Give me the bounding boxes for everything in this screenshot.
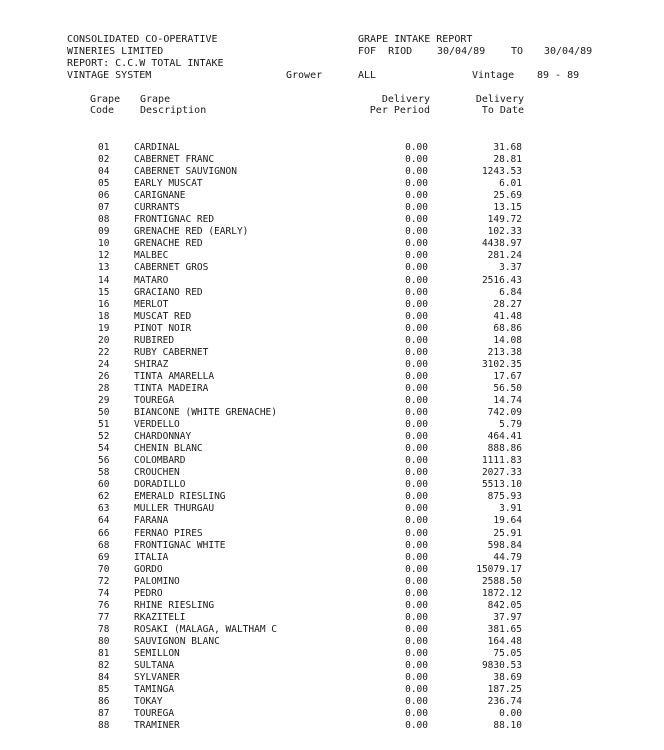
grape-code: 60 [98, 479, 110, 491]
delivery-per-period: 0.00 [405, 334, 428, 346]
grape-description: TAMINGA [134, 684, 175, 696]
table-row [0, 467, 664, 479]
table-row [0, 660, 664, 672]
grape-code: 07 [98, 202, 110, 214]
col-header-code-2: Code [90, 105, 115, 116]
grape-code: 82 [98, 660, 110, 672]
grape-code: 58 [98, 467, 110, 479]
grape-code: 12 [98, 250, 110, 262]
delivery-per-period: 0.00 [405, 684, 428, 696]
system-name: VINTAGE SYSTEM [67, 70, 152, 81]
grape-code: 29 [98, 394, 110, 406]
grape-description: TOUREGA [134, 394, 175, 406]
table-row [0, 528, 664, 540]
grape-description: RUBY CABERNET [134, 346, 209, 358]
col-header-desc-1: Grape [140, 94, 171, 105]
grape-description: GRENACHE RED (EARLY) [134, 226, 249, 238]
table-row [0, 708, 664, 720]
grape-description: SEMILLON [134, 647, 180, 659]
delivery-per-period: 0.00 [405, 647, 428, 659]
delivery-per-period: 0.00 [405, 623, 428, 635]
grape-code: 52 [98, 431, 110, 443]
delivery-per-period: 0.00 [405, 394, 428, 406]
col-header-desc-2: Description [140, 105, 207, 116]
table-row [0, 287, 664, 299]
grape-code: 81 [98, 647, 110, 659]
grape-code: 74 [98, 587, 110, 599]
delivery-per-period: 0.00 [405, 274, 428, 286]
delivery-to-date: 3102.35 [481, 358, 522, 370]
grape-description: MUSCAT RED [134, 310, 192, 322]
table-row [0, 552, 664, 564]
table-row [0, 612, 664, 624]
grape-description: FERNAO PIRES [134, 527, 203, 539]
grower-label: Grower [286, 70, 323, 81]
grape-description: FRONTIGNAC RED [134, 214, 215, 226]
grape-code: 72 [98, 575, 110, 587]
grape-code: 02 [98, 154, 110, 166]
delivery-to-date: 281.24 [487, 250, 522, 262]
delivery-per-period: 0.00 [405, 298, 428, 310]
delivery-per-period: 0.00 [405, 358, 428, 370]
delivery-to-date: 15079.17 [476, 563, 522, 575]
grape-description: GORDO [134, 563, 163, 575]
delivery-to-date: 56.50 [493, 382, 522, 394]
delivery-to-date: 28.81 [493, 154, 522, 166]
delivery-to-date: 888.86 [487, 443, 522, 455]
company-name-line1: CONSOLIDATED CO-OPERATIVE [67, 34, 218, 45]
grape-description: SHIRAZ [134, 358, 169, 370]
table-row [0, 624, 664, 636]
grape-description: CHARDONNAY [134, 431, 192, 443]
table-row [0, 491, 664, 503]
grape-description: CHENIN BLANC [134, 443, 203, 455]
grape-code: 20 [98, 334, 110, 346]
delivery-to-date: 37.97 [493, 611, 522, 623]
grape-code: 87 [98, 708, 110, 720]
grape-code: 68 [98, 539, 110, 551]
grape-description: MATARO [134, 274, 169, 286]
grape-description: MULLER THURGAU [134, 503, 215, 515]
grape-description: TOKAY [134, 696, 163, 708]
table-row [0, 275, 664, 287]
grape-description: MERLOT [134, 298, 169, 310]
grape-code: 28 [98, 382, 110, 394]
vintage-value: 89 - 89 [537, 70, 580, 81]
grape-code: 64 [98, 515, 110, 527]
table-row [0, 311, 664, 323]
col-header-todate-2: To Date [481, 105, 524, 116]
table-row [0, 503, 664, 515]
grape-description: PALOMINO [134, 575, 180, 587]
delivery-to-date: 1111.83 [481, 455, 522, 467]
delivery-per-period: 0.00 [405, 720, 428, 732]
grape-code: 76 [98, 599, 110, 611]
delivery-per-period: 0.00 [405, 202, 428, 214]
delivery-per-period: 0.00 [405, 479, 428, 491]
delivery-to-date: 9830.53 [481, 660, 522, 672]
grape-description: CROUCHEN [134, 467, 180, 479]
delivery-to-date: 1243.53 [481, 166, 522, 178]
period-to: 30/04/89 [544, 46, 593, 57]
grape-description: ITALIA [134, 551, 169, 563]
grape-code: 54 [98, 443, 110, 455]
delivery-per-period: 0.00 [405, 226, 428, 238]
delivery-per-period: 0.00 [405, 431, 428, 443]
col-header-todate-1: Delivery [475, 94, 524, 105]
delivery-to-date: 19.64 [493, 515, 522, 527]
grape-code: 80 [98, 635, 110, 647]
delivery-to-date: 213.38 [487, 346, 522, 358]
grape-code: 18 [98, 310, 110, 322]
delivery-to-date: 0.00 [499, 708, 522, 720]
delivery-to-date: 464.41 [487, 431, 522, 443]
delivery-to-date: 44.79 [493, 551, 522, 563]
grape-code: 51 [98, 419, 110, 431]
delivery-to-date: 5513.10 [481, 479, 522, 491]
grape-code: 19 [98, 322, 110, 334]
delivery-to-date: 4438.97 [481, 238, 522, 250]
delivery-per-period: 0.00 [405, 551, 428, 563]
delivery-per-period: 0.00 [405, 238, 428, 250]
grape-description: EMERALD RIESLING [134, 491, 226, 503]
delivery-per-period: 0.00 [405, 382, 428, 394]
grape-code: 15 [98, 286, 110, 298]
grape-description: DORADILLO [134, 479, 186, 491]
grape-description: ROSAKI (MALAGA, WALTHAM C [134, 623, 277, 635]
grape-code: 26 [98, 370, 110, 382]
delivery-per-period: 0.00 [405, 443, 428, 455]
grape-code: 62 [98, 491, 110, 503]
delivery-per-period: 0.00 [405, 142, 428, 153]
table-row [0, 238, 664, 250]
delivery-to-date: 68.86 [493, 322, 522, 334]
grape-description: RKAZITELI [134, 611, 186, 623]
delivery-to-date: 2516.43 [481, 274, 522, 286]
delivery-to-date: 842.05 [487, 599, 522, 611]
grape-code: 69 [98, 551, 110, 563]
grape-description: PINOT NOIR [134, 322, 192, 334]
delivery-to-date: 31.68 [493, 142, 522, 153]
vintage-label: Vintage [472, 70, 515, 81]
grape-code: 16 [98, 298, 110, 310]
delivery-to-date: 14.08 [493, 334, 522, 346]
delivery-per-period: 0.00 [405, 262, 428, 274]
delivery-to-date: 187.25 [487, 684, 522, 696]
table-row [0, 166, 664, 178]
grape-description: CABERNET SAUVIGNON [134, 166, 237, 178]
delivery-to-date: 6.01 [499, 178, 522, 190]
table-row [0, 455, 664, 467]
delivery-to-date: 14.74 [493, 394, 522, 406]
table-row [0, 262, 664, 274]
grape-code: 85 [98, 684, 110, 696]
delivery-per-period: 0.00 [405, 503, 428, 515]
delivery-to-date: 6.84 [499, 286, 522, 298]
table-row [0, 383, 664, 395]
table-row [0, 323, 664, 335]
grower-value: ALL [358, 70, 377, 81]
delivery-per-period: 0.00 [405, 587, 428, 599]
delivery-to-date: 875.93 [487, 491, 522, 503]
delivery-to-date: 236.74 [487, 696, 522, 708]
table-row [0, 347, 664, 359]
delivery-to-date: 598.84 [487, 539, 522, 551]
table-row [0, 636, 664, 648]
table-row [0, 576, 664, 588]
table-row [0, 479, 664, 491]
table-row [0, 190, 664, 202]
grape-description: PEDRO [134, 587, 163, 599]
delivery-per-period: 0.00 [405, 491, 428, 503]
report-title: GRAPE INTAKE REPORT [358, 34, 473, 45]
delivery-per-period: 0.00 [405, 286, 428, 298]
delivery-to-date: 88.10 [493, 720, 522, 732]
delivery-to-date: 149.72 [487, 214, 522, 226]
table-row [0, 600, 664, 612]
grape-code: 63 [98, 503, 110, 515]
delivery-per-period: 0.00 [405, 370, 428, 382]
grape-code: 22 [98, 346, 110, 358]
grape-description: COLOMBARD [134, 455, 186, 467]
company-name-line2: WINERIES LIMITED [67, 46, 164, 57]
grape-code: 05 [98, 178, 110, 190]
delivery-per-period: 0.00 [405, 310, 428, 322]
table-row [0, 226, 664, 238]
grape-code: 70 [98, 563, 110, 575]
grape-description: GRACIANO RED [134, 286, 203, 298]
grape-description: CABERNET FRANC [134, 154, 215, 166]
delivery-per-period: 0.00 [405, 154, 428, 166]
delivery-per-period: 0.00 [405, 250, 428, 262]
table-row [0, 250, 664, 262]
delivery-per-period: 0.00 [405, 407, 428, 419]
grape-code: 01 [98, 142, 110, 153]
grape-description: CABERNET GROS [134, 262, 209, 274]
delivery-to-date: 3.91 [499, 503, 522, 515]
grape-code: 14 [98, 274, 110, 286]
intake-table [0, 142, 664, 732]
grape-description: GRENACHE RED [134, 238, 203, 250]
table-row [0, 684, 664, 696]
delivery-to-date: 381.65 [487, 623, 522, 635]
delivery-to-date: 3.37 [499, 262, 522, 274]
delivery-to-date: 41.48 [493, 310, 522, 322]
delivery-to-date: 28.27 [493, 298, 522, 310]
delivery-to-date: 2027.33 [481, 467, 522, 479]
table-row [0, 154, 664, 166]
delivery-per-period: 0.00 [405, 190, 428, 202]
grape-description: VERDELLO [134, 419, 180, 431]
grape-code: 84 [98, 672, 110, 684]
delivery-per-period: 0.00 [405, 515, 428, 527]
delivery-per-period: 0.00 [405, 214, 428, 226]
grape-description: RHINE RIESLING [134, 599, 215, 611]
grape-code: 86 [98, 696, 110, 708]
delivery-per-period: 0.00 [405, 166, 428, 178]
grape-description: CURRANTS [134, 202, 180, 214]
table-row [0, 178, 664, 190]
table-row [0, 648, 664, 660]
delivery-per-period: 0.00 [405, 599, 428, 611]
delivery-to-date: 17.67 [493, 370, 522, 382]
table-row [0, 395, 664, 407]
delivery-per-period: 0.00 [405, 178, 428, 190]
period-from: 30/04/89 [437, 46, 486, 57]
table-row [0, 214, 664, 226]
table-row [0, 672, 664, 684]
grape-code: 77 [98, 611, 110, 623]
delivery-to-date: 25.69 [493, 190, 522, 202]
period-to-label: TO [511, 46, 524, 57]
col-header-period-2: Per Period [369, 105, 430, 116]
delivery-per-period: 0.00 [405, 539, 428, 551]
grape-description: TINTA MADEIRA [134, 382, 209, 394]
delivery-per-period: 0.00 [405, 419, 428, 431]
grape-description: TINTA AMARELLA [134, 370, 215, 382]
table-row [0, 588, 664, 600]
delivery-per-period: 0.00 [405, 346, 428, 358]
delivery-per-period: 0.00 [405, 696, 428, 708]
grape-description: TOUREGA [134, 708, 175, 720]
grape-code: 88 [98, 720, 110, 732]
table-row [0, 564, 664, 576]
grape-description: SYLVANER [134, 672, 180, 684]
table-row [0, 407, 664, 419]
table-row [0, 359, 664, 371]
delivery-per-period: 0.00 [405, 563, 428, 575]
delivery-per-period: 0.00 [405, 708, 428, 720]
grape-code: 06 [98, 190, 110, 202]
grape-description: CARIGNANE [134, 190, 186, 202]
table-row [0, 720, 664, 732]
delivery-per-period: 0.00 [405, 611, 428, 623]
delivery-per-period: 0.00 [405, 672, 428, 684]
grape-code: 24 [98, 358, 110, 370]
grape-description: FRONTIGNAC WHITE [134, 539, 226, 551]
col-header-code-1: Grape [90, 94, 121, 105]
grape-description: BIANCONE (WHITE GRENACHE) [134, 407, 277, 419]
grape-code: 04 [98, 166, 110, 178]
table-row [0, 299, 664, 311]
grape-code: 09 [98, 226, 110, 238]
period-label: FOF RIOD [358, 46, 413, 57]
delivery-to-date: 742.09 [487, 407, 522, 419]
grape-description: TRAMINER [134, 720, 180, 732]
delivery-to-date: 5.79 [499, 419, 522, 431]
delivery-to-date: 2588.50 [481, 575, 522, 587]
grape-code: 50 [98, 407, 110, 419]
delivery-to-date: 102.33 [487, 226, 522, 238]
delivery-to-date: 1872.12 [481, 587, 522, 599]
table-row [0, 515, 664, 527]
grape-code: 56 [98, 455, 110, 467]
table-row [0, 142, 664, 154]
table-row [0, 540, 664, 552]
delivery-per-period: 0.00 [405, 467, 428, 479]
grape-description: FARANA [134, 515, 169, 527]
grape-code: 13 [98, 262, 110, 274]
delivery-to-date: 75.05 [493, 647, 522, 659]
delivery-per-period: 0.00 [405, 527, 428, 539]
delivery-per-period: 0.00 [405, 455, 428, 467]
table-row [0, 202, 664, 214]
table-row [0, 431, 664, 443]
delivery-per-period: 0.00 [405, 322, 428, 334]
grape-description: MALBEC [134, 250, 169, 262]
table-row [0, 335, 664, 347]
table-row [0, 419, 664, 431]
grape-description: SAUVIGNON BLANC [134, 635, 220, 647]
delivery-to-date: 38.69 [493, 672, 522, 684]
grape-description: RUBIRED [134, 334, 175, 346]
grape-description: SULTANA [134, 660, 175, 672]
table-row [0, 443, 664, 455]
delivery-to-date: 13.15 [493, 202, 522, 214]
grape-code: 66 [98, 527, 110, 539]
table-row [0, 696, 664, 708]
delivery-to-date: 25.91 [493, 527, 522, 539]
delivery-per-period: 0.00 [405, 635, 428, 647]
delivery-per-period: 0.00 [405, 575, 428, 587]
grape-code: 10 [98, 238, 110, 250]
report-name: REPORT: C.C.W TOTAL INTAKE [67, 58, 224, 69]
grape-description: EARLY MUSCAT [134, 178, 203, 190]
grape-code: 08 [98, 214, 110, 226]
delivery-per-period: 0.00 [405, 660, 428, 672]
col-header-period-1: Delivery [381, 94, 430, 105]
delivery-to-date: 164.48 [487, 635, 522, 647]
grape-code: 78 [98, 623, 110, 635]
table-row [0, 371, 664, 383]
grape-description: CARDINAL [134, 142, 180, 153]
